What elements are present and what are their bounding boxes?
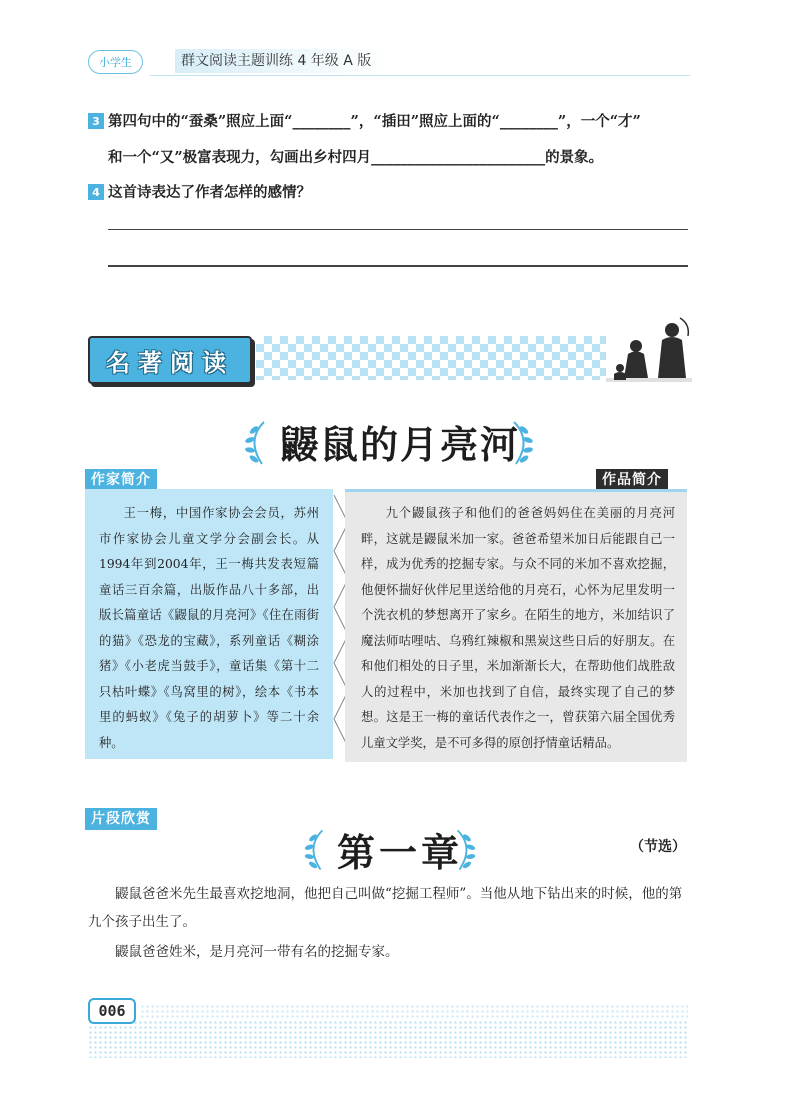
work-intro-text: 九个鼹鼠孩子和他们的爸爸妈妈住在美丽的月亮河畔，这就是鼹鼠米加一家。爸爸希望米加日后能跟自己一样，成为优秀的挖掘专家。与众不同的米加不喜欢挖掘，他便怀揣好伙伴尼里送给他的月亮石，心怀为尼里发明一个洗衣机的梦想离开了家乡。在陌生的地方，米加结识了魔法师咕哩咕、乌鸦红辣椒和黑炭这些日后的好朋友。在和他们相处的日子里，米加渐渐长大，在帮助他们战胜敌人的过程中，米加也找到了自信，最终实现了自己的梦想。这是王一梅的童话代表作之一，曾获第六届全国优秀儿童文学奖，是不可多得的原创抒情童话精品。 — [361, 506, 675, 750]
answer-line[interactable] — [108, 265, 688, 267]
section-banner: 名著阅读 — [88, 336, 252, 384]
work-intro-panel — [345, 489, 687, 762]
laurel-right-icon — [452, 826, 480, 874]
question-number-badge: 4 — [88, 184, 104, 200]
series-badge — [88, 50, 143, 74]
footer-dot-pattern — [88, 1020, 688, 1058]
book-title: 鼹鼠的月亮河 — [279, 422, 520, 467]
excerpt-paragraph: 鼹鼠爸爸米先生最喜欢挖地洞，他把自己叫做“挖掘工程师”。当他从地下钻出来的时候，他的第九个孩子出生了。 — [88, 886, 683, 930]
laurel-right-icon — [508, 418, 538, 468]
chapter-title: 第一章 — [336, 830, 463, 875]
author-intro-label: 作家简介 — [85, 469, 157, 491]
work-intro-label: 作品简介 — [596, 469, 668, 491]
question-3-line-2: 和一个“又”极富表现力，勾画出乡村四月________________________的景象。 — [108, 149, 604, 166]
question-3-line-1: 第四句中的“蚕桑”照应上面“________”，“插田”照应上面的“________”，一个“才” — [108, 113, 641, 130]
banner-checker-pattern — [256, 336, 606, 380]
excerpt-note: （节选） — [630, 839, 686, 855]
book-header-title: 群文阅读主题训练 4 年级 A 版 — [175, 49, 387, 73]
footer-dot-pattern — [140, 1004, 688, 1020]
author-intro-panel — [85, 489, 333, 759]
answer-line[interactable] — [108, 229, 688, 230]
series-badge-text: 小学生 — [99, 56, 132, 69]
excerpt-paragraph: 鼹鼠爸爸姓米，是月亮河一带有名的挖掘专家。 — [115, 944, 399, 960]
excerpt-body — [88, 880, 688, 966]
page-number: 006 — [88, 998, 136, 1024]
question-4-text: 这首诗表达了作者怎样的感情？ — [108, 184, 311, 201]
question-number-badge: 3 — [88, 113, 104, 129]
reading-silhouette-icon — [606, 316, 692, 382]
header-divider — [150, 75, 690, 76]
excerpt-label: 片段欣赏 — [85, 808, 157, 830]
author-intro-text: 王一梅，中国作家协会会员，苏州市作家协会儿童文学分会副会长。从1994年到2004年，王一梅共发表短篇童话三百余篇，出版作品八十多部，出版长篇童话《鼹鼠的月亮河》《住在雨街的猫》《恐龙的宝藏》，系列童话《糊涂猪》《小老虎当鼓手》，童话集《第十二只枯叶蝶》《鸟窝里的树》，绘本《书本里的蚂蚁》《兔子的胡萝卜》等二十余种。 — [99, 506, 319, 750]
